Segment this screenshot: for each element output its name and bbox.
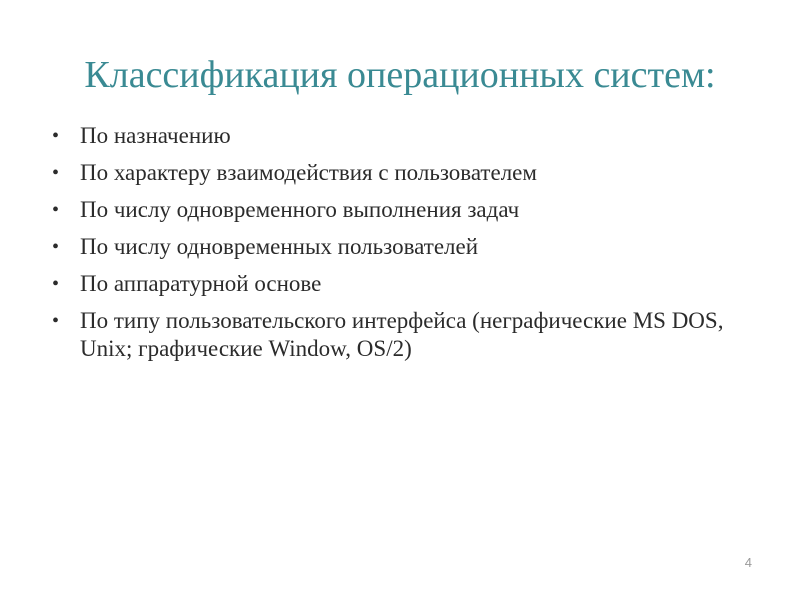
bullet-icon: • [52,125,60,147]
page-number: 4 [744,555,752,570]
bullet-item-interaction [52,159,752,187]
bullet-text: По числу одновременного выполнения задач [80,197,520,222]
bullet-text: По числу одновременных пользователей [80,234,479,259]
bullet-item-hardware [52,270,752,298]
slide-title: Классификация операционных систем: [84,54,716,96]
bullet-icon: • [52,162,60,184]
bullet-text: По характеру взаимодействия с пользователем [80,160,537,185]
bullet-item-tasks [52,196,752,224]
bullet-item-users [52,233,752,261]
bullet-text: По аппаратурной основе [80,271,322,296]
bullet-item-interface [52,307,752,363]
bullet-icon: • [52,236,60,258]
bullet-icon: • [52,310,60,332]
bullet-text: По назначению [80,123,231,148]
bullet-icon: • [52,199,60,221]
bullet-list [52,122,752,372]
bullet-item-purpose [52,122,752,150]
bullet-text: По типу пользовательского интерфейса (неграфические MS DOS, Unix; графические Window, OS/2) [80,308,724,361]
bullet-icon: • [52,273,60,295]
